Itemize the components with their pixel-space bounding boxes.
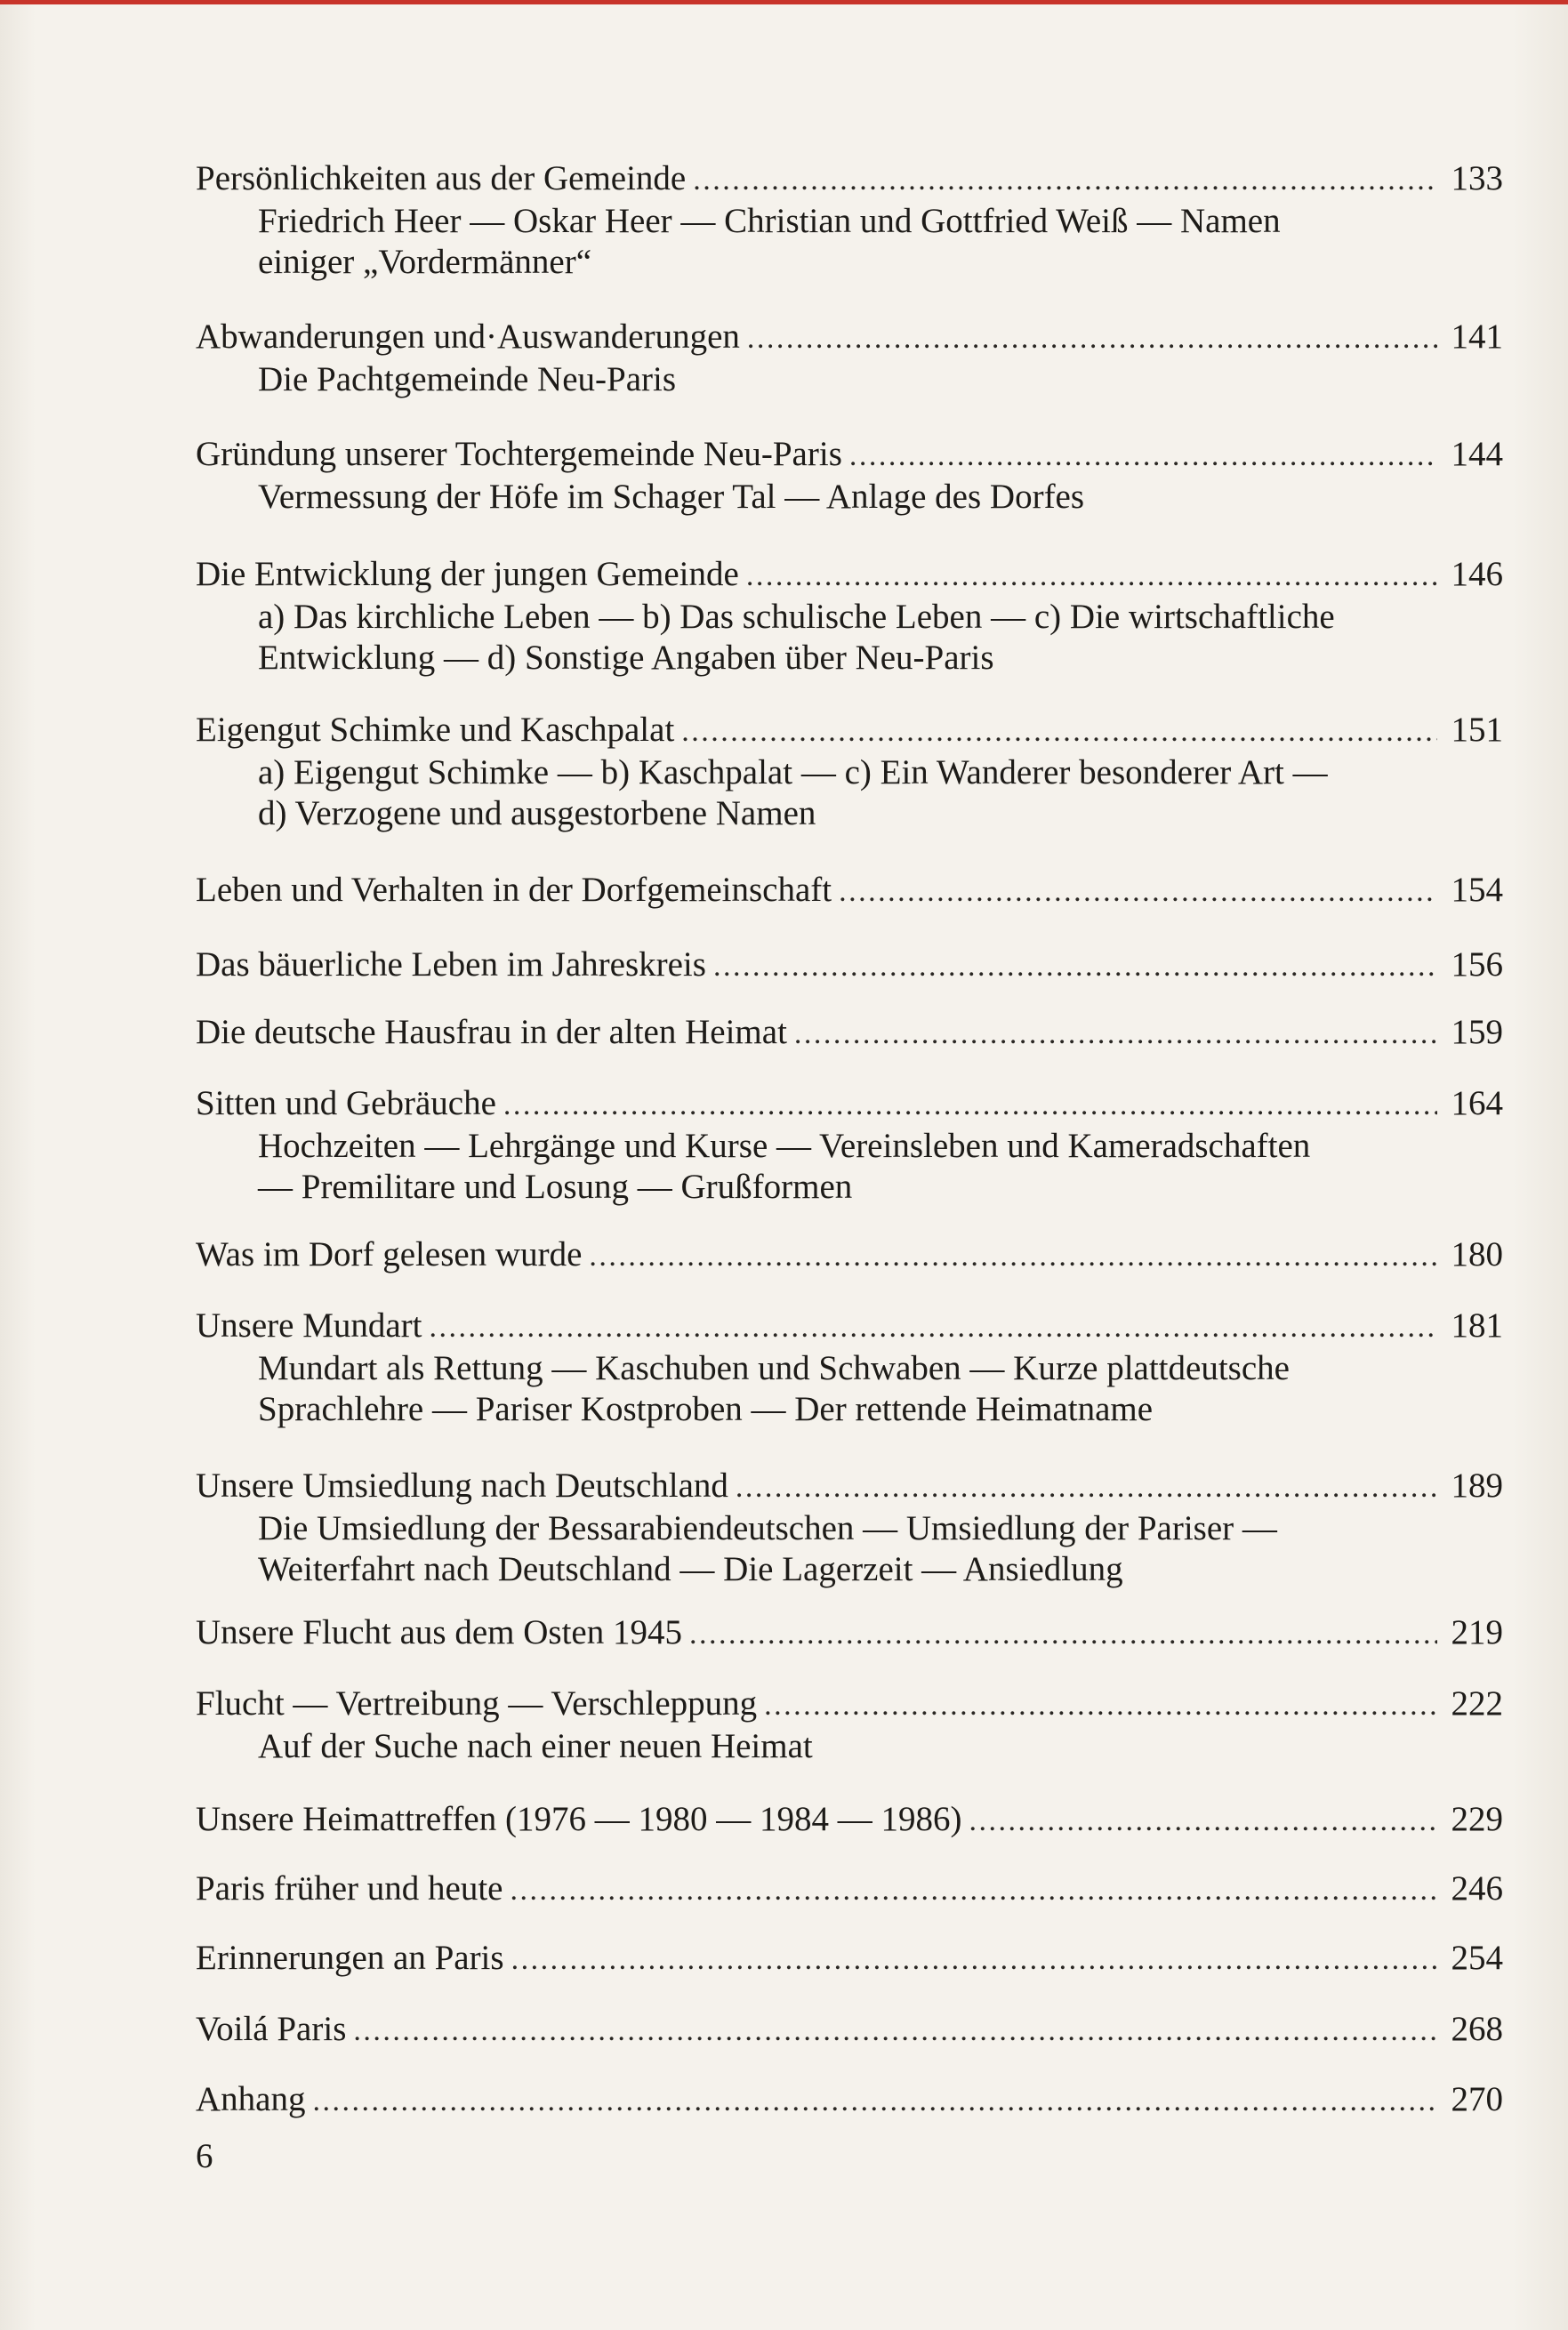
toc-entry	[196, 1868, 1503, 1911]
toc-entry-title: Unsere Mundart	[196, 1306, 422, 1345]
toc-entry-line	[196, 1799, 1503, 1842]
toc-entry-title: Leben und Verhalten in der Dorfgemeinschaft	[196, 871, 832, 909]
toc-entry-subtopics: einiger „Vordermänner“	[258, 243, 592, 281]
toc-entry-title: Paris früher und heute	[196, 1869, 503, 1908]
toc-entry-page: 144	[1451, 435, 1503, 473]
toc-entry-title: Sitten und Gebräuche	[196, 1084, 496, 1122]
toc-entry-title: Gründung unserer Tochtergemeinde Neu-Paris	[196, 435, 842, 473]
toc-entry	[196, 1234, 1503, 1277]
toc-entry	[196, 158, 1503, 283]
toc-entry	[196, 2079, 1503, 2122]
toc-entry-title: Das bäuerliche Leben im Jahreskreis	[196, 945, 706, 984]
toc-entry-line	[196, 1938, 1503, 1980]
toc-entry-title: Die deutsche Hausfrau in der alten Heimat	[196, 1013, 787, 1051]
leader-dots	[681, 711, 1437, 752]
toc-entry-title: Abwanderungen und·Auswanderungen	[196, 317, 740, 356]
leader-dots	[713, 946, 1437, 987]
toc-entry-title: Anhang	[196, 2080, 306, 2118]
toc-entry-line	[196, 434, 1503, 477]
toc-entry-line	[196, 158, 1503, 201]
toc-entry-title: Die Entwicklung der jungen Gemeinde	[196, 555, 739, 593]
toc-entry	[196, 710, 1503, 834]
toc-entry-subtopics: a) Das kirchliche Leben — b) Das schulische Leben — c) Die wirtschaftliche	[258, 598, 1335, 636]
toc-entry-page: 222	[1451, 1684, 1503, 1723]
leader-dots	[589, 1236, 1437, 1277]
toc-entry-page: 254	[1451, 1939, 1503, 1977]
toc-entry	[196, 1938, 1503, 1980]
toc-entry-line	[196, 1466, 1503, 1508]
leader-dots	[689, 1614, 1437, 1655]
toc-entry-page: 268	[1451, 2010, 1503, 2048]
toc-entry-page: 270	[1451, 2080, 1503, 2118]
toc-entry-line	[196, 1234, 1503, 1277]
toc-entry-subtopics: Vermessung der Höfe im Schager Tal — Anlage des Dorfes	[258, 478, 1085, 516]
leader-dots	[736, 1467, 1437, 1508]
toc-entry-line	[196, 870, 1503, 912]
toc-entry-title: Was im Dorf gelesen wurde	[196, 1235, 583, 1273]
toc-entry-subtopics: Mundart als Rettung — Kaschuben und Schwaben — Kurze plattdeutsche	[258, 1349, 1290, 1387]
toc-entry-page: 181	[1451, 1306, 1503, 1345]
leader-dots	[794, 1014, 1437, 1055]
toc-entry-title: Flucht — Vertreibung — Verschleppung	[196, 1684, 758, 1723]
leader-dots	[312, 2081, 1437, 2122]
toc-entry-subtopics: Sprachlehre — Pariser Kostproben — Der rettende Heimatname	[258, 1390, 1154, 1428]
toc-entry	[196, 1306, 1503, 1430]
toc-entry-page: 141	[1451, 317, 1503, 356]
toc-entry-title: Eigengut Schimke und Kaschpalat	[196, 711, 675, 749]
toc-entry	[196, 434, 1503, 518]
leader-dots	[503, 1085, 1437, 1126]
toc-entry-line	[196, 710, 1503, 752]
toc-entry	[196, 317, 1503, 400]
leader-dots	[839, 872, 1437, 912]
toc-entry-line	[196, 1306, 1503, 1348]
toc-entry	[196, 1012, 1503, 1055]
toc-entry	[196, 1799, 1503, 1842]
toc-entry-subtopics: Hochzeiten — Lehrgänge und Kurse — Vereinsleben und Kameradschaften	[258, 1127, 1311, 1165]
toc-entry-line	[196, 317, 1503, 359]
page-top-edge	[0, 0, 1568, 4]
toc-entry-line	[196, 1012, 1503, 1055]
toc-entry-line	[196, 1612, 1503, 1655]
toc-entry	[196, 870, 1503, 912]
toc-entry-page: 133	[1451, 159, 1503, 197]
toc-entry-title: Erinnerungen an Paris	[196, 1939, 504, 1977]
toc-entry-title: Voilá Paris	[196, 2010, 347, 2048]
toc-entry	[196, 944, 1503, 987]
toc-entry-line	[196, 1083, 1503, 1126]
page-number: 6	[196, 2137, 213, 2175]
toc-entry-line	[196, 554, 1503, 597]
toc-entry	[196, 554, 1503, 679]
leader-dots	[747, 318, 1437, 359]
toc-entry-line	[196, 2079, 1503, 2122]
toc-entry-line	[196, 944, 1503, 987]
toc-entry-title: Unsere Heimattreffen (1976 — 1980 — 1984 — 1986)	[196, 1800, 962, 1838]
toc-entry-page: 156	[1451, 945, 1503, 984]
toc-entry-line	[196, 1683, 1503, 1726]
toc-entry-subtopics: Weiterfahrt nach Deutschland — Die Lagerzeit — Ansiedlung	[258, 1550, 1123, 1588]
toc-entry-title: Persönlichkeiten aus der Gemeinde	[196, 159, 687, 197]
toc-entry-page: 229	[1451, 1800, 1503, 1838]
toc-entry	[196, 1083, 1503, 1208]
leader-dots	[693, 160, 1437, 201]
toc-entry-page: 180	[1451, 1235, 1503, 1273]
toc-entry-page: 154	[1451, 871, 1503, 909]
leader-dots	[353, 2011, 1437, 2052]
toc-entry-page: 151	[1451, 711, 1503, 749]
leader-dots	[746, 556, 1437, 597]
toc-entry-page: 246	[1451, 1869, 1503, 1908]
toc-entry	[196, 1466, 1503, 1590]
toc-entry-subtopics: Die Umsiedlung der Bessarabiendeutschen — Umsiedlung der Pariser —	[258, 1509, 1277, 1547]
leader-dots	[510, 1870, 1437, 1911]
leader-dots	[764, 1685, 1437, 1726]
toc-entry-subtopics: d) Verzogene und ausgestorbene Namen	[258, 794, 816, 832]
toc-entry-page: 146	[1451, 555, 1503, 593]
toc-entry-title: Unsere Umsiedlung nach Deutschland	[196, 1466, 728, 1505]
toc-entry-subtopics: Auf der Suche nach einer neuen Heimat	[258, 1727, 813, 1765]
leader-dots	[969, 1801, 1437, 1842]
toc-entry-line	[196, 2009, 1503, 2052]
toc-entry-line	[196, 1868, 1503, 1911]
toc-entry	[196, 2009, 1503, 2052]
toc-entry	[196, 1612, 1503, 1655]
toc-entry-subtopics: a) Eigengut Schimke — b) Kaschpalat — c) Ein Wanderer besonderer Art —	[258, 753, 1328, 791]
toc-entry-title: Unsere Flucht aus dem Osten 1945	[196, 1613, 682, 1651]
leader-dots	[849, 436, 1437, 477]
toc-entry-subtopics: Friedrich Heer — Oskar Heer — Christian und Gottfried Weiß — Namen	[258, 202, 1281, 240]
toc-entry-subtopics: Die Pachtgemeinde Neu-Paris	[258, 360, 677, 398]
toc-entry-subtopics: — Premilitare und Losung — Grußformen	[258, 1168, 853, 1206]
toc-entry-page: 159	[1451, 1013, 1503, 1051]
leader-dots	[511, 1940, 1437, 1980]
toc-entry-page: 189	[1451, 1466, 1503, 1505]
toc-entry-subtopics: Entwicklung — d) Sonstige Angaben über Neu-Paris	[258, 639, 994, 677]
toc-entry-page: 219	[1451, 1613, 1503, 1651]
leader-dots	[430, 1307, 1437, 1348]
toc-entry-page: 164	[1451, 1084, 1503, 1122]
toc-entry	[196, 1683, 1503, 1767]
